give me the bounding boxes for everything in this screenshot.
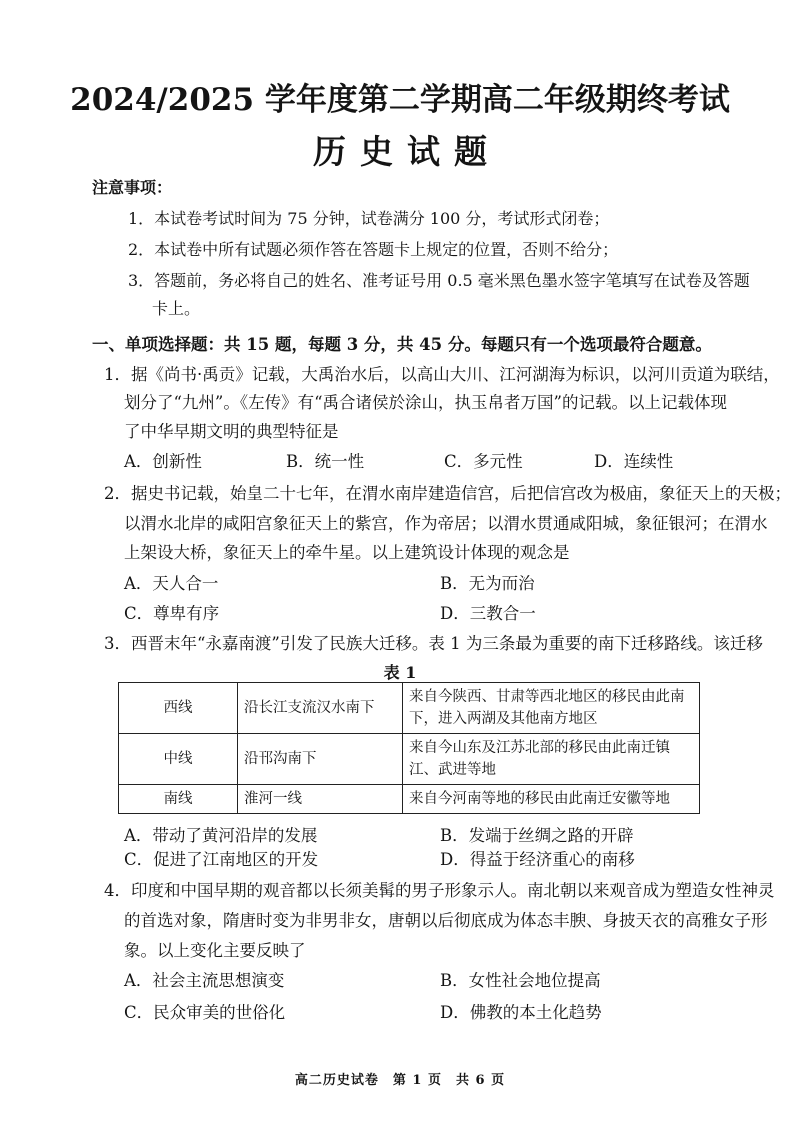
question-3-option-b[interactable]: B．发端于丝绸之路的开辟 [440, 826, 634, 845]
note-item-3-cont: 卡上。 [152, 299, 201, 318]
question-1-line-1: 1．据《尚书·禹贡》记载，大禹治水后，以高山大川、江河湖海为标识，以河川贡道为联结， [104, 365, 780, 384]
table-caption: 表 1 [383, 663, 417, 682]
note-item-2: 2．本试卷中所有试题必须作答在答题卡上规定的位置，否则不给分； [128, 240, 619, 259]
question-1-option-b[interactable]: B．统一性 [286, 452, 365, 471]
question-2-line-1: 2．据史书记载，始皇二十七年，在渭水南岸建造信宫，后把信宫改为极庙，象征天上的天极； [104, 484, 791, 503]
question-3-line-1: 3．西晋末年“永嘉南渡”引发了民族大迁移。表 1 为三条最为重要的南下迁移路线。该迁移 [104, 634, 763, 653]
question-4-option-c[interactable]: C．民众审美的世俗化 [124, 1003, 286, 1022]
question-4-option-d[interactable]: D．佛教的本土化趋势 [440, 1003, 602, 1022]
question-3-option-d[interactable]: D．得益于经济重心的南移 [440, 850, 635, 869]
question-4-line-3: 象。以上变化主要反映了 [124, 941, 306, 960]
question-2-line-3: 上架设大桥，象征天上的牵牛星。以上建筑设计体现的观念是 [124, 543, 570, 562]
question-1-line-3: 了中华早期文明的典型特征是 [124, 422, 339, 441]
table-row [119, 683, 700, 734]
table-row [119, 734, 700, 785]
exam-subtitle: 历史试题 [313, 132, 501, 171]
question-4-line-2: 的首选对象，隋唐时变为非男非女，唐朝以后彻底成为体态丰腴、身披天衣的高雅女子形 [124, 911, 768, 930]
question-1-line-2: 划分了“九州”。《左传》有“禹合诸侯於涂山，执玉帛者万国”的记载。以上记载体现 [124, 393, 727, 412]
table-cell: 淮河一线 [238, 785, 403, 814]
question-4-option-a[interactable]: A．社会主流思想演变 [124, 971, 285, 990]
exam-title: 2024/2025 学年度第二学期高二年级期终考试 [70, 82, 730, 118]
question-2-option-d[interactable]: D．三教合一 [440, 604, 536, 623]
table-row [119, 785, 700, 814]
table-cell: 沿邗沟南下 [238, 734, 403, 785]
question-2-option-c[interactable]: C．尊卑有序 [124, 604, 220, 623]
migration-table [118, 682, 700, 814]
table-cell: 来自今山东及江苏北部的移民由此南迁镇江、武进等地 [403, 734, 700, 785]
table-cell: 沿长江支流汉水南下 [238, 683, 403, 734]
section-heading: 一、单项选择题：共 15 题，每题 3 分，共 45 分。每题只有一个选项最符合题意。 [92, 335, 712, 354]
question-1-option-a[interactable]: A．创新性 [124, 452, 202, 471]
question-2-option-b[interactable]: B．无为而治 [440, 574, 535, 593]
table-cell: 来自今河南等地的移民由此南迁安徽等地 [403, 785, 700, 814]
question-3-option-c[interactable]: C．促进了江南地区的开发 [124, 850, 319, 869]
page-footer: 高二历史试卷 第 1 页 共 6 页 [294, 1073, 506, 1088]
table-cell: 西线 [119, 683, 238, 734]
question-4-line-1: 4．印度和中国早期的观音都以长须美髯的男子形象示人。南北朝以来观音成为塑造女性神灵 [104, 881, 775, 900]
table-cell: 来自今陕西、甘肃等西北地区的移民由此南下，进入两湖及其他南方地区 [403, 683, 700, 734]
question-2-line-2: 以渭水北岸的咸阳宫象征天上的紫宫，作为帝居；以渭水贯通咸阳城，象征银河；在渭水 [124, 514, 768, 533]
question-1-option-c[interactable]: C．多元性 [444, 452, 523, 471]
table-cell: 中线 [119, 734, 238, 785]
notes-heading: 注意事项： [92, 178, 173, 197]
question-2-option-a[interactable]: A．天人合一 [124, 574, 219, 593]
note-item-3: 3．答题前，务必将自己的姓名、准考证号用 0.5 毫米黑色墨水签字笔填写在试卷及答题 [128, 271, 750, 290]
question-1-option-d[interactable]: D．连续性 [594, 452, 674, 471]
note-item-1: 1．本试卷考试时间为 75 分钟，试卷满分 100 分，考试形式闭卷； [128, 209, 610, 228]
table-cell: 南线 [119, 785, 238, 814]
question-4-option-b[interactable]: B．女性社会地位提高 [440, 971, 601, 990]
question-3-option-a[interactable]: A．带动了黄河沿岸的发展 [124, 826, 318, 845]
